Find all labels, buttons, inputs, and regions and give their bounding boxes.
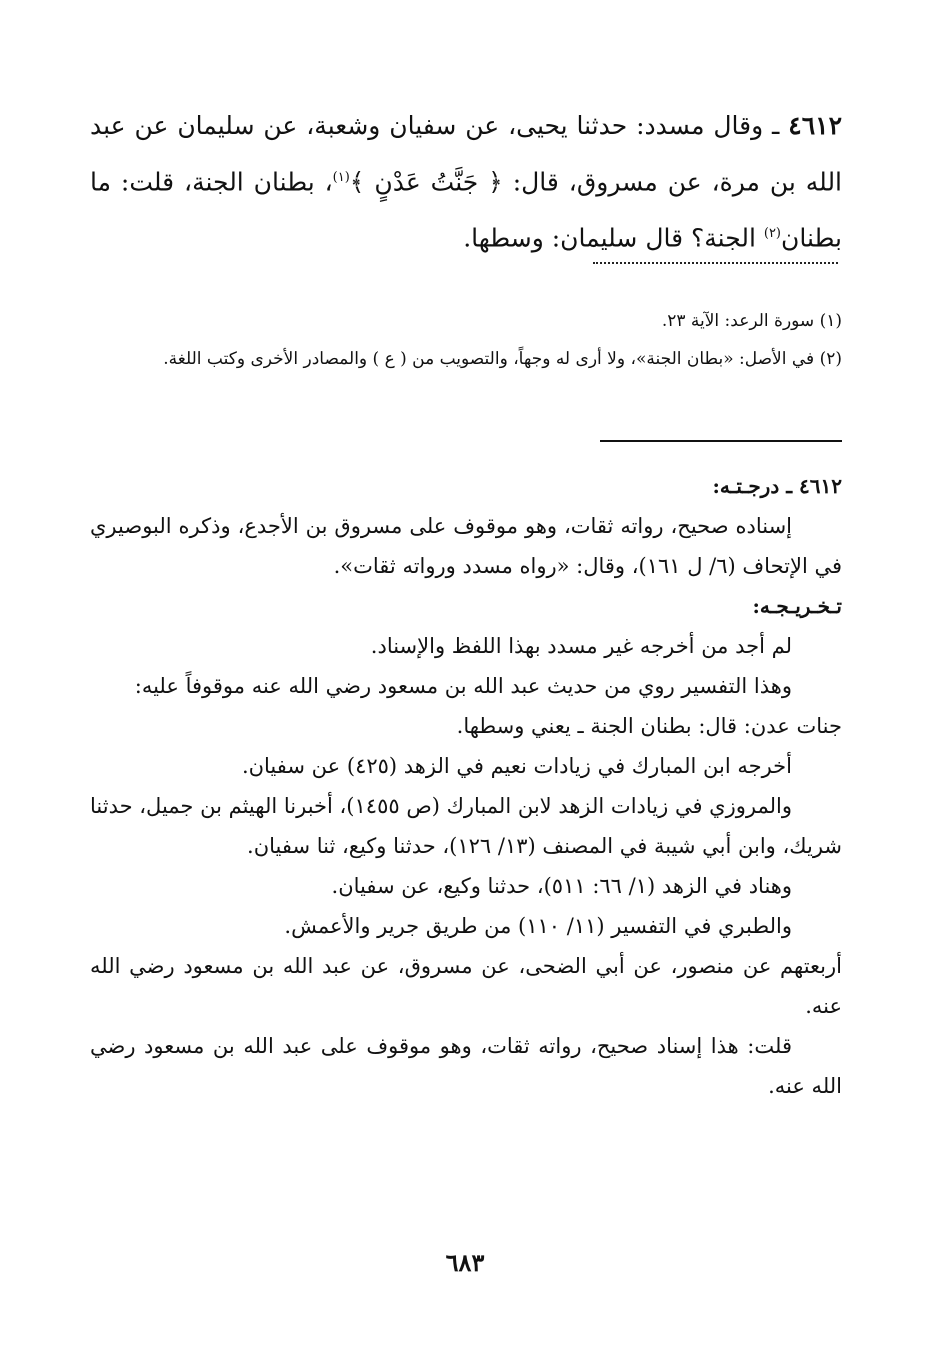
footnote-ref-1: (١)	[332, 170, 350, 185]
hadith-text	[90, 100, 842, 265]
hadith-text-part-3: الجنة؟ قال سليمان: وسطها.	[463, 223, 764, 253]
commentary-section	[90, 466, 842, 1106]
takhrij-paragraph: وهناد في الزهد (١/ ٦٦: ٥١١)، حدثنا وكيع، عن سفيان.	[331, 874, 792, 898]
hadith-text-part-2: ، بطنان الجنة، قلت: ما بطنان	[90, 167, 842, 253]
takhrij-paragraph: لم أجد من أخرجه غير مسدد بهذا اللفظ والإسناد.	[370, 634, 792, 658]
takhrij-paragraph: والطبري في التفسير (١١/ ١١٠) من طريق جرير والأعمش.	[284, 914, 792, 938]
footnote-1: (١) سورة الرعد: الآية ٢٣.	[661, 311, 842, 331]
hadith-text-part-1: ـ وقال مسدد: حدثنا يحيى، عن سفيان وشعبة، عن سليمان عن عبد الله بن مرة، عن مسروق، قال: ﴿ جَنَّتُ عَدْنٍ ﴾	[90, 111, 843, 197]
takhrij-paragraph: والمروزي في زيادات الزهد لابن المبارك (ص ١٤٥٥)، أخبرنا الهيثم بن جميل، حدثنا شريك، وابن أبي شيبة في المصنف (١٣/ ١٢٦)، حدثنا وكيع، ثنا سفيان.	[90, 794, 842, 858]
footnote-separator	[593, 262, 838, 264]
grade-heading: ٤٦١٢ ـ درجـتـه:	[712, 474, 842, 498]
footnote-ref-2: (٢)	[763, 226, 781, 242]
section-divider	[600, 440, 842, 442]
page-number: ٦٨٣	[445, 1248, 485, 1277]
takhrij-paragraph: أربعتهم عن منصور، عن أبي الضحى، عن مسروق، عن عبد الله بن مسعود رضي الله عنه.	[90, 954, 842, 1018]
takhrij-heading: تـخـريـجـه:	[752, 594, 842, 618]
takhrij-paragraph: قلت: هذا إسناد صحيح، رواته ثقات، وهو موقوف على عبد الله بن مسعود رضي الله عنه.	[90, 1034, 842, 1098]
takhrij-paragraph: أخرجه ابن المبارك في زيادات نعيم في الزهد (٤٢٥) عن سفيان.	[241, 754, 792, 778]
takhrij-paragraph: وهذا التفسير روي من حديث عبد الله بن مسعود رضي الله عنه موقوفاً عليه:	[134, 674, 792, 698]
footnote-2: (٢) في الأصل: «بطان الجنة»، ولا أرى له وجهاً، والتصويب من ( ع ) والمصادر الأخرى وكتب اللغة.	[163, 349, 842, 369]
takhrij-paragraph: جنات عدن: قال: بطنان الجنة ـ يعني وسطها.	[456, 714, 842, 738]
grade-text: إسناده صحيح، رواته ثقات، وهو موقوف على مسروق بن الأجدع، وذكره البوصيري في الإتحاف (٦/ ل ١٦١)، وقال: «رواه مسدد ورواته ثقات».	[90, 514, 842, 578]
hadith-number: ٤٦١٢	[788, 111, 842, 140]
